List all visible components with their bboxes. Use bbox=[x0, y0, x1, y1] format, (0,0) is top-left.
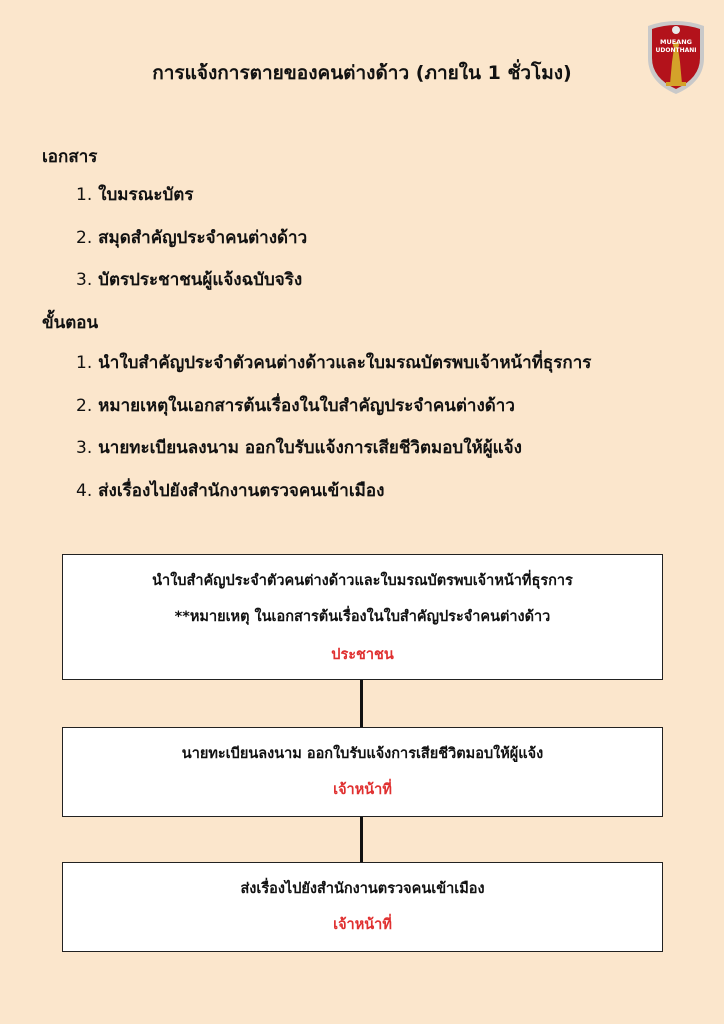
step-item-number: 3. bbox=[76, 438, 93, 458]
step-item bbox=[76, 349, 591, 376]
flow-box-text: นายทะเบียนลงนาม ออกใบรับแจ้งการเสียชีวิตมอบให้ผู้แจ้ง bbox=[181, 746, 544, 762]
document-item bbox=[76, 181, 193, 208]
step-item bbox=[76, 392, 515, 419]
document-item-text: บัตรประชาชนผู้แจ้งฉบับจริง bbox=[98, 270, 303, 290]
step-item-number: 2. bbox=[76, 396, 93, 416]
logo-text-line2: UDONTHANI bbox=[655, 47, 697, 54]
document-item-number: 1. bbox=[76, 185, 93, 205]
flow-box-note: **หมายเหตุ ในเอกสารต้นเรื่องในใบสำคัญประจำคนต่างด้าว bbox=[174, 609, 551, 625]
flow-connector bbox=[360, 680, 363, 728]
step-item-number: 4. bbox=[76, 481, 93, 501]
flow-box-registrar-sign bbox=[62, 727, 663, 817]
flow-box-send-immigration bbox=[62, 862, 663, 952]
document-item-text: สมุดสำคัญประจำคนต่างด้าว bbox=[98, 228, 308, 248]
step-item-text: นำใบสำคัญประจำตัวคนต่างด้าวและใบมรณบัตรพบเจ้าหน้าที่ธุรการ bbox=[98, 353, 592, 373]
flow-connector bbox=[360, 817, 363, 863]
document-item-number: 2. bbox=[76, 228, 93, 248]
flow-box-role: ประชาชน bbox=[331, 647, 394, 663]
flow-box-text: ส่งเรื่องไปยังสำนักงานตรวจคนเข้าเมือง bbox=[240, 881, 485, 897]
step-item-text: นายทะเบียนลงนาม ออกใบรับแจ้งการเสียชีวิตมอบให้ผู้แจ้ง bbox=[98, 438, 522, 458]
steps-heading: ขั้นตอน bbox=[42, 313, 99, 333]
documents-heading: เอกสาร bbox=[42, 147, 98, 167]
mueang-udonthani-logo bbox=[644, 18, 708, 96]
flow-box-role: เจ้าหน้าที่ bbox=[333, 917, 392, 933]
step-item-text: ส่งเรื่องไปยังสำนักงานตรวจคนเข้าเมือง bbox=[98, 481, 385, 501]
flow-box-text: นำใบสำคัญประจำตัวคนต่างด้าวและใบมรณบัตรพบเจ้าหน้าที่ธุรการ bbox=[152, 573, 573, 589]
flow-box-citizen-submit bbox=[62, 554, 663, 680]
step-item-text: หมายเหตุในเอกสารต้นเรื่องในใบสำคัญประจำคนต่างด้าว bbox=[98, 396, 515, 416]
flow-box-role: เจ้าหน้าที่ bbox=[333, 782, 392, 798]
document-item bbox=[76, 224, 307, 251]
document-item-number: 3. bbox=[76, 270, 93, 290]
document-item bbox=[76, 266, 302, 293]
step-item bbox=[76, 477, 384, 504]
step-item bbox=[76, 434, 522, 461]
logo-text-line1: MUEANG bbox=[660, 38, 692, 46]
document-item-text: ใบมรณะบัตร bbox=[98, 185, 194, 205]
page-title: การแจ้งการตายของคนต่างด้าว (ภายใน 1 ชั่วโมง) bbox=[152, 62, 572, 84]
step-item-number: 1. bbox=[76, 353, 93, 373]
